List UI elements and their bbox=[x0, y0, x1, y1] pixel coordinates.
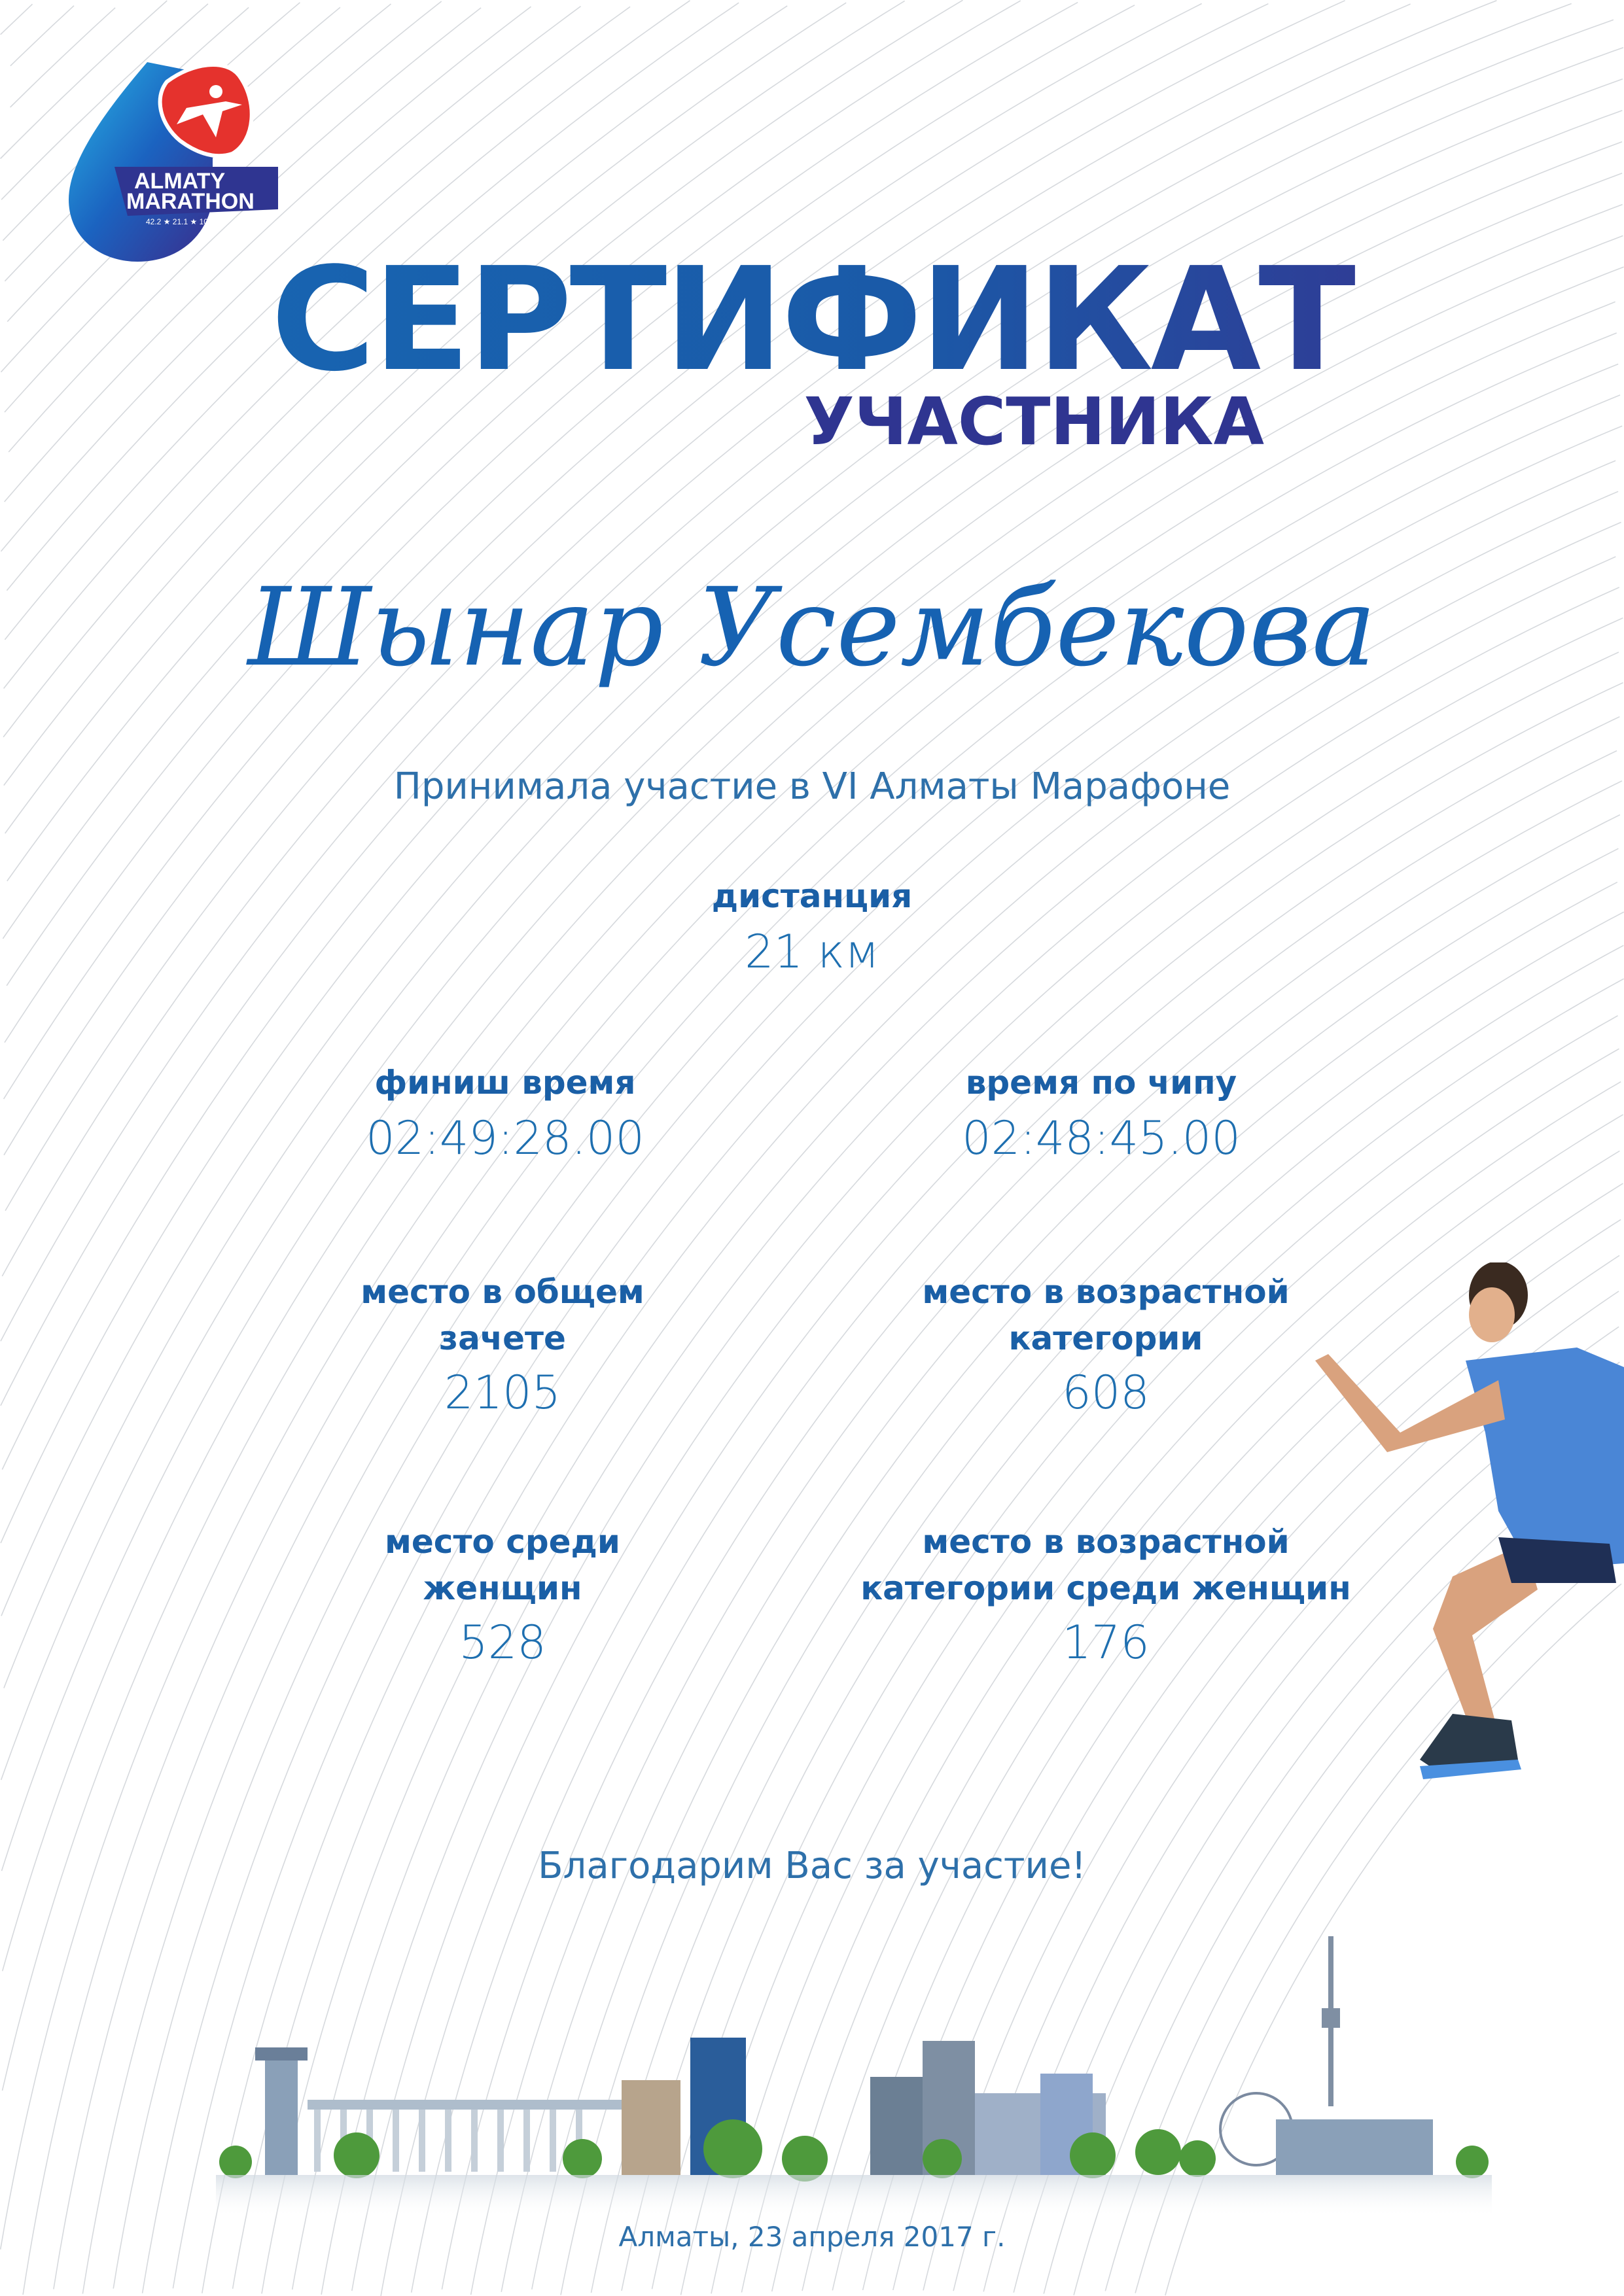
chip-time-label: время по чипу bbox=[965, 1064, 1237, 1102]
finish-time-block bbox=[211, 1060, 800, 1165]
distance-label: дистанция bbox=[711, 877, 913, 915]
chip-time-block bbox=[807, 1060, 1396, 1165]
participant-name: Шынар Усембекова bbox=[247, 565, 1377, 690]
women-place-block bbox=[208, 1519, 797, 1669]
age-category-label-1: место в возрастной bbox=[922, 1273, 1290, 1311]
age-category-label-2: категории bbox=[1008, 1319, 1203, 1357]
almaty-marathon-logo bbox=[69, 62, 285, 265]
background-arc bbox=[10, 6, 74, 66]
thanks-text: Благодарим Вас за участие! bbox=[538, 1845, 1086, 1887]
overall-place-block bbox=[208, 1269, 797, 1419]
women-place-label-2: женщин bbox=[423, 1569, 582, 1607]
overall-place-label-1: место в общем bbox=[361, 1273, 644, 1311]
runner-photo bbox=[1302, 1262, 1624, 1792]
women-age-category-label-1: место в возрастной bbox=[922, 1523, 1290, 1561]
overall-place-label-2: зачете bbox=[439, 1319, 566, 1357]
women-place-label-1: место среди bbox=[385, 1523, 620, 1561]
distance-value: 21 км bbox=[745, 925, 879, 979]
almaty-skyline-illustration bbox=[216, 1930, 1492, 2218]
overall-place-value: 2105 bbox=[444, 1366, 561, 1419]
date-line: Алматы, 23 апреля 2017 г. bbox=[618, 2221, 1006, 2253]
women-age-category-label-2: категории среди женщин bbox=[860, 1569, 1351, 1607]
age-category-place-value: 608 bbox=[1062, 1366, 1150, 1419]
certificate-title: СЕРТИФИКАТ bbox=[0, 242, 1624, 399]
certificate-subtitle: УЧАСТНИКА bbox=[803, 383, 1264, 460]
background-arc bbox=[1, 4, 33, 35]
finish-time-label: финиш время bbox=[374, 1064, 636, 1102]
women-age-category-place-value: 176 bbox=[1062, 1616, 1150, 1669]
logo-distances: 42.2 ★ 21.1 ★ 10 ★ 3 bbox=[146, 217, 224, 226]
finish-time-value: 02:49:28.00 bbox=[366, 1111, 644, 1165]
participation-text: Принимала участие в VI Алматы Марафоне bbox=[393, 765, 1231, 808]
chip-time-value: 02:48:45.00 bbox=[962, 1111, 1241, 1165]
women-place-value: 528 bbox=[459, 1616, 546, 1669]
logo-text-marathon: MARATHON bbox=[126, 189, 255, 214]
distance-block bbox=[518, 873, 1106, 979]
logo-text-almaty: ALMATY bbox=[134, 169, 226, 194]
